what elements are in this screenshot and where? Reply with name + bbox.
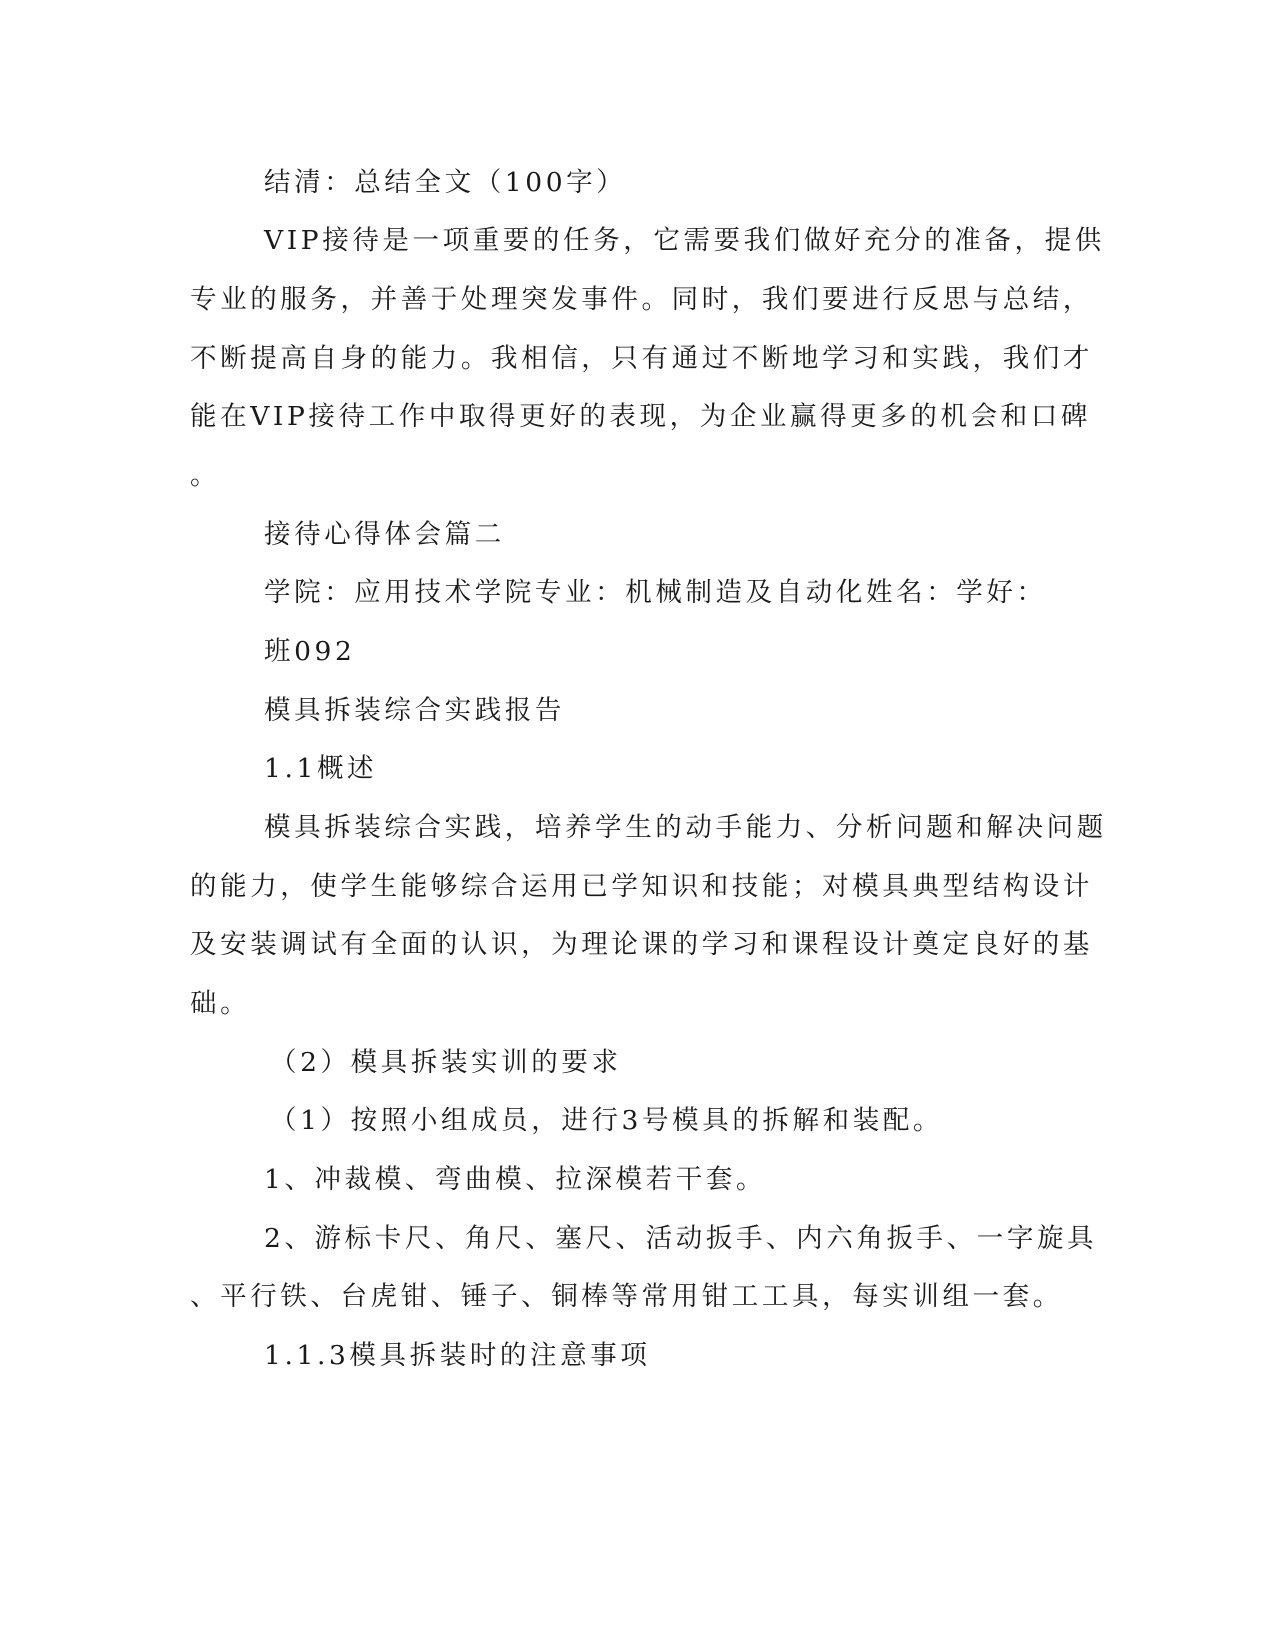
list-item: （1）按照小组成员，进行3号模具的拆解和装配。: [270, 1105, 944, 1136]
paragraph-line: 不断提高自身的能力。我相信，只有通过不断地学习和实践，我们才: [190, 343, 1093, 374]
paragraph-heading-conclusion: 结清：总结全文（100字）: [264, 167, 627, 198]
class-line: 班092: [264, 636, 356, 667]
student-info-line: 学院：应用技术学院专业：机械制造及自动化姓名：学好：: [264, 577, 1047, 608]
subsection-heading: （2）模具拆装实训的要求: [270, 1047, 622, 1078]
paragraph-line: 模具拆装综合实践，培养学生的动手能力、分析问题和解决问题: [264, 812, 1107, 843]
paragraph-line: VIP接待是一项重要的任务，它需要我们做好充分的准备，提供: [264, 225, 1105, 256]
paragraph-line: 能在VIP接待工作中取得更好的表现，为企业赢得更多的机会和口碑: [190, 401, 1092, 432]
report-title: 模具拆装综合实践报告: [264, 695, 565, 726]
paragraph-line: 。: [190, 460, 221, 491]
paragraph-line: 的能力，使学生能够综合运用已学知识和技能；对模具典型结构设计: [190, 871, 1093, 902]
list-item: 2、游标卡尺、角尺、塞尺、活动扳手、内六角扳手、一字旋具: [264, 1223, 1098, 1254]
section-title: 接待心得体会篇二: [264, 519, 505, 550]
paragraph-line: 及安装调试有全面的认识，为理论课的学习和课程设计奠定良好的基: [190, 929, 1093, 960]
list-item-continuation: 、平行铁、台虎钳、锤子、铜棒等常用钳工工具，每实训组一套。: [190, 1281, 1063, 1312]
subsection-heading: 1.1概述: [264, 753, 378, 784]
subsection-heading: 1.1.3模具拆装时的注意事项: [264, 1340, 651, 1371]
paragraph-line: 础。: [190, 988, 251, 1019]
list-item: 1、冲裁模、弯曲模、拉深模若干套。: [264, 1164, 767, 1195]
paragraph-line: 专业的服务，并善于处理突发事件。同时，我们要进行反思与总结，: [190, 284, 1093, 315]
